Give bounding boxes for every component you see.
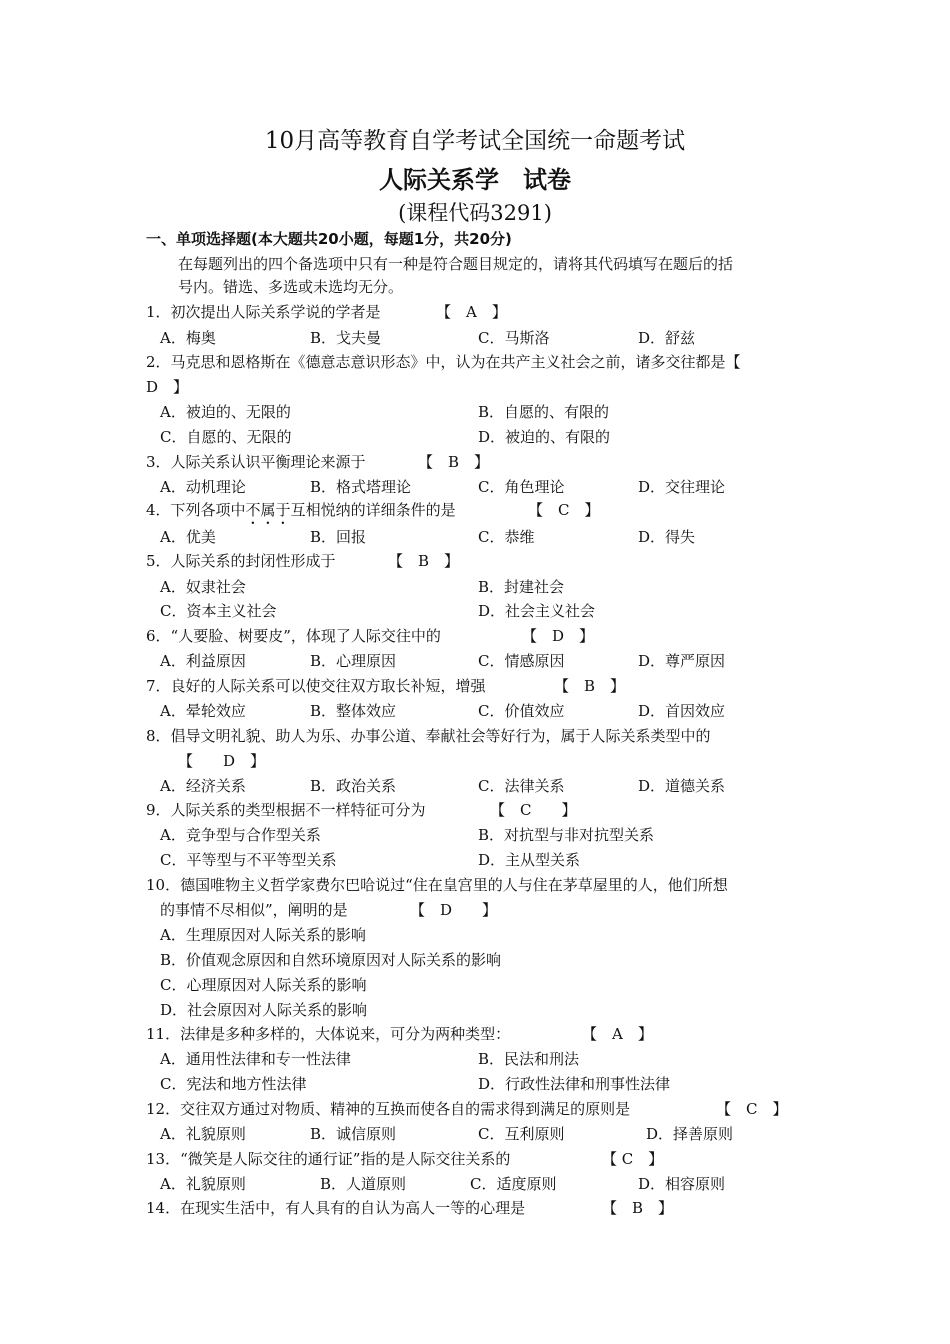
option-a: A．经济关系: [160, 777, 246, 795]
question-7: [146, 675, 626, 696]
question-9: [146, 799, 577, 820]
question-stem-pre: 4．下列各项中: [146, 501, 246, 519]
option-d: D．被迫的、有限的: [478, 428, 611, 446]
question-stem: 6．“人要脸、树要皮”，体现了人际交往中的: [146, 627, 441, 645]
option-b: B．民法和刑法: [478, 1050, 580, 1068]
question-stem: 7．良好的人际关系可以使交往双方取长补短，增强: [146, 677, 486, 695]
answer-bracket: 【 C 】: [528, 501, 600, 519]
question-stem: 9．人际关系的类型根据不一样特征可分为: [146, 801, 426, 819]
option-a: A．被迫的、无限的: [160, 403, 291, 421]
question-11: [146, 1023, 653, 1044]
option-b: B．封建社会: [478, 578, 565, 596]
option-a: A．生理原因对人际关系的影响: [160, 926, 366, 944]
option-c: C．宪法和地方性法律: [160, 1075, 307, 1093]
question-stem: 11．法律是多种多样的，大体说来，可分为两种类型：: [146, 1025, 511, 1043]
exam-title: 10月高等教育自学考试全国统一命题考试: [264, 128, 686, 154]
course-code: (课程代码3291): [398, 201, 552, 225]
question-stem: 5．人际关系的封闭性形成于: [146, 552, 336, 570]
option-a: A．竞争型与合作型关系: [160, 826, 321, 844]
option-c: C．马斯洛: [478, 329, 550, 347]
option-c: C．资本主义社会: [160, 602, 277, 620]
option-b: B．人道原则: [320, 1175, 407, 1193]
option-a: A．礼貌原则: [160, 1125, 246, 1143]
option-b: B．回报: [310, 528, 367, 546]
answer-bracket: 【 C 】: [602, 1150, 664, 1168]
question-2-answer: D 】: [146, 378, 189, 396]
option-a: A．礼貌原则: [160, 1175, 246, 1193]
question-10-line2: [160, 899, 498, 920]
option-b: B．戈夫曼: [310, 329, 382, 347]
answer-bracket: 【 A 】: [436, 303, 507, 321]
option-c: C．情感原因: [478, 652, 565, 670]
answer-bracket: 【 B 】: [554, 677, 626, 695]
option-a: A．奴隶社会: [160, 578, 246, 596]
option-c: C．角色理论: [478, 478, 565, 496]
answer-bracket: 【 B 】: [388, 552, 460, 570]
option-b: B．价值观念原因和自然环境原因对人际关系的影响: [160, 951, 502, 969]
question-2: 2．马克思和恩格斯在《德意志意识形态》中，认为在共产主义社会之前，诸多交往都是【: [146, 353, 741, 371]
option-d: D．主从型关系: [478, 851, 581, 869]
option-a: A．利益原因: [160, 652, 246, 670]
question-stem: 1．初次提出人际关系学说的学者是: [146, 303, 381, 321]
option-d: D．相容原则: [638, 1175, 726, 1193]
instruction-line-2: 号内。错选、多选或未选均无分。: [178, 278, 404, 296]
option-a: A．动机理论: [160, 478, 246, 496]
question-12: [146, 1098, 788, 1119]
option-d: D．尊严原因: [638, 652, 726, 670]
answer-bracket: 【 B 】: [602, 1199, 674, 1217]
option-a: A．梅奥: [160, 329, 216, 347]
answer-bracket: 【 A 】: [582, 1025, 653, 1043]
option-c: C．自愿的、无限的: [160, 428, 292, 446]
option-a: A．通用性法律和专一性法律: [160, 1050, 351, 1068]
option-b: B．心理原因: [310, 652, 397, 670]
option-a: A．优美: [160, 528, 216, 546]
question-stem: 12．交往双方通过对物质、精神的互换而使各自的需求得到满足的原则是: [146, 1100, 631, 1118]
option-d: D．社会原因对人际关系的影响: [160, 1001, 368, 1019]
option-c: C．平等型与不平等型关系: [160, 851, 337, 869]
option-d: D．社会主义社会: [478, 602, 596, 620]
option-d: D．舒兹: [638, 329, 696, 347]
question-stem: 14．在现实生活中，有人具有的自认为高人一等的心理是: [146, 1199, 526, 1217]
answer-bracket: 【 D 】: [410, 901, 498, 919]
question-1: [146, 301, 507, 322]
option-b: B．政治关系: [310, 777, 397, 795]
option-c: C．适度原则: [470, 1175, 557, 1193]
question-10: 10．德国唯物主义哲学家费尔巴哈说过“住在皇宫里的人与住在茅草屋里的人，他们所想: [146, 876, 728, 894]
option-d: D．行政性法律和刑事性法律: [478, 1075, 671, 1093]
question-stem: 3．人际关系认识平衡理论来源于: [146, 453, 366, 471]
question-stem-post: 互相悦纳的详细条件的是: [290, 501, 456, 519]
question-stem-emphasis: 不属于: [245, 501, 291, 519]
option-b: B．整体效应: [310, 702, 397, 720]
option-b: B．对抗型与非对抗型关系: [478, 826, 655, 844]
answer-bracket: 【 B 】: [418, 453, 490, 471]
option-d: D．道德关系: [638, 777, 726, 795]
subject-title: 人际关系学 试卷: [379, 166, 571, 194]
section-heading: 一、单项选择题(本大题共20小题，每题1分，共20分): [146, 230, 512, 248]
option-a: A．晕轮效应: [160, 702, 246, 720]
option-c: C．价值效应: [478, 702, 565, 720]
question-8: 8．倡导文明礼貌、助人为乐、办事公道、奉献社会等好行为，属于人际关系类型中的: [146, 727, 711, 745]
answer-bracket: 【 C 】: [490, 801, 577, 819]
question-14: [146, 1197, 674, 1218]
option-c: C．法律关系: [478, 777, 565, 795]
option-d: D．交往理论: [638, 478, 726, 496]
answer-bracket: 【 D 】: [178, 752, 266, 770]
option-b: B．格式塔理论: [310, 478, 412, 496]
question-stem: 13．“微笑是人际交往的通行证”指的是人际交往关系的: [146, 1150, 511, 1168]
instruction-line-1: 在每题列出的四个备选项中只有一种是符合题目规定的，请将其代码填写在题后的括: [178, 255, 734, 273]
question-4: [146, 499, 600, 528]
question-stem: 的事情不尽相似”，阐明的是: [160, 901, 348, 919]
question-6: [146, 625, 595, 646]
answer-bracket: 【 D 】: [522, 627, 595, 645]
option-b: B．诚信原则: [310, 1125, 397, 1143]
option-c: C．心理原因对人际关系的影响: [160, 976, 367, 994]
option-d: D．首因效应: [638, 702, 726, 720]
question-13: [146, 1148, 664, 1169]
question-5: [146, 550, 460, 571]
answer-bracket: 【 C 】: [716, 1100, 788, 1118]
option-d: D．得失: [638, 528, 696, 546]
option-d: D．择善原则: [646, 1125, 734, 1143]
option-c: C．互利原则: [478, 1125, 565, 1143]
option-c: C．恭维: [478, 528, 535, 546]
option-b: B．自愿的、有限的: [478, 403, 610, 421]
question-3: [146, 451, 490, 472]
